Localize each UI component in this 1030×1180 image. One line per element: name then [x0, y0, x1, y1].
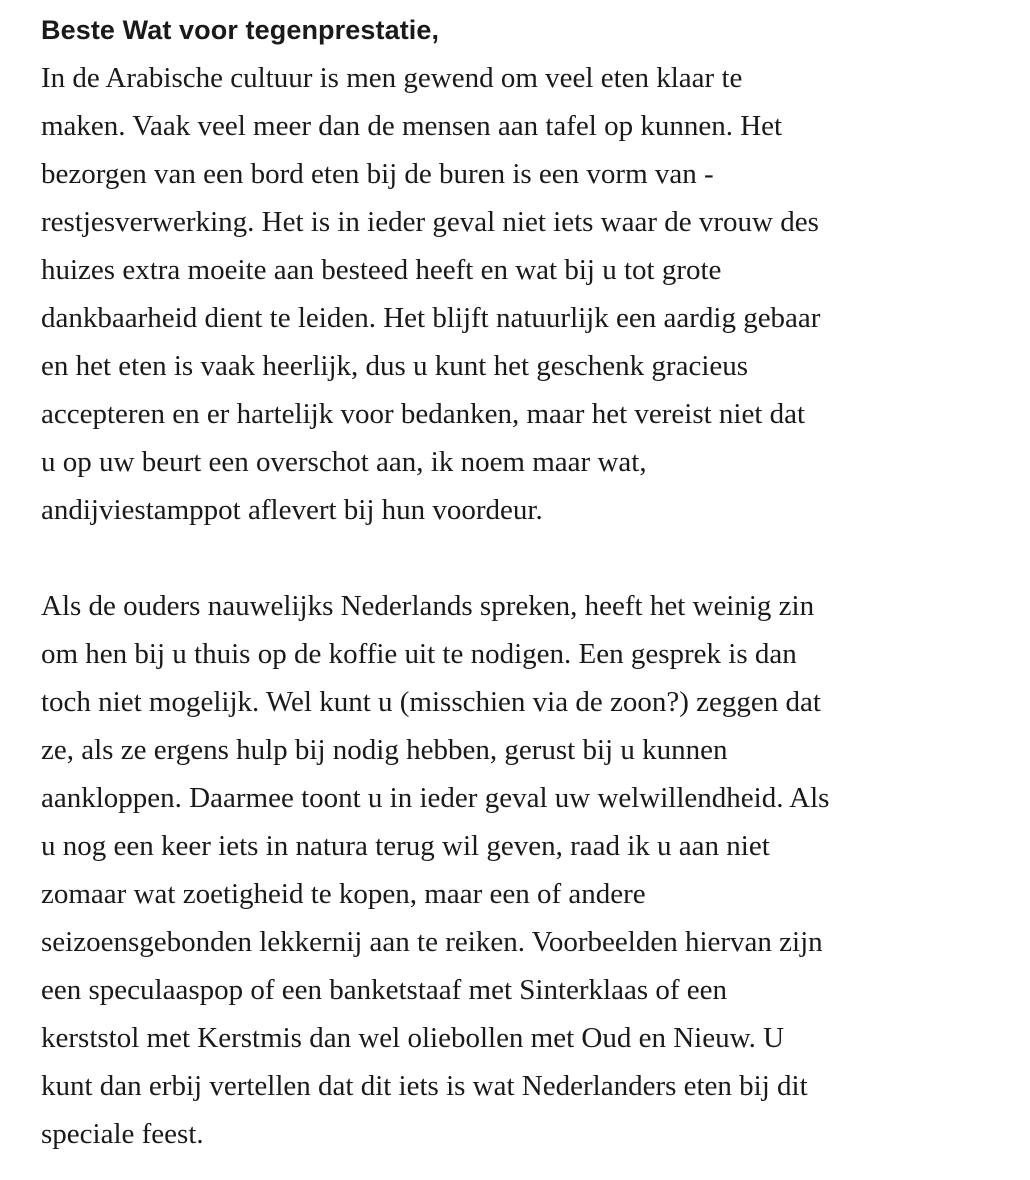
article-body: [41, 6, 991, 1158]
article-paragraph-1: In de Arabische cultuur is men gewend om veel eten klaar te maken. Vaak veel meer dan de mensen aan tafel op kunnen. Het bezorgen van een bord eten bij de buren is een vorm van - restjesverwerking. Het is in ieder geval niet iets waar de vrouw des huizes extra moeite aan besteed heeft en wat bij u tot grote dankbaarheid dient te leiden. Het blijft natuurlijk een aardig gebaar en het eten is vaak heerlijk, dus u kunt het geschenk gracieus accepteren en er hartelijk voor bedanken, maar het vereist niet dat u op uw beurt een overschot aan, ik noem maar wat, andijviestamppot aflevert bij hun voordeur.: [41, 62, 821, 526]
article-paragraph-2: Als de ouders nauwelijks Nederlands spreken, heeft het weinig zin om hen bij u thuis op de koffie uit te nodigen. Een gesprek is dan toch niet mogelijk. Wel kunt u (misschien via de zoon?) zeggen dat ze, als ze ergens hulp bij nodig hebben, gerust bij u kunnen aankloppen. Daarmee toont u in ieder geval uw welwillendheid. Als u nog een keer iets in natura terug wil geven, raad ik u aan niet zomaar wat zoetigheid te kopen, maar een of andere seizoensgebonden lekkernij aan te reiken. Voorbeelden hiervan zijn een speculaaspop of een banketstaaf met Sinterklaas of een kerststol met Kerstmis dan wel oliebollen met Oud en Nieuw. U kunt dan erbij vertellen dat dit iets is wat Nederlanders eten bij dit speciale feest.: [41, 590, 830, 1150]
letter-greeting: Beste Wat voor tegenprestatie,: [41, 15, 440, 45]
